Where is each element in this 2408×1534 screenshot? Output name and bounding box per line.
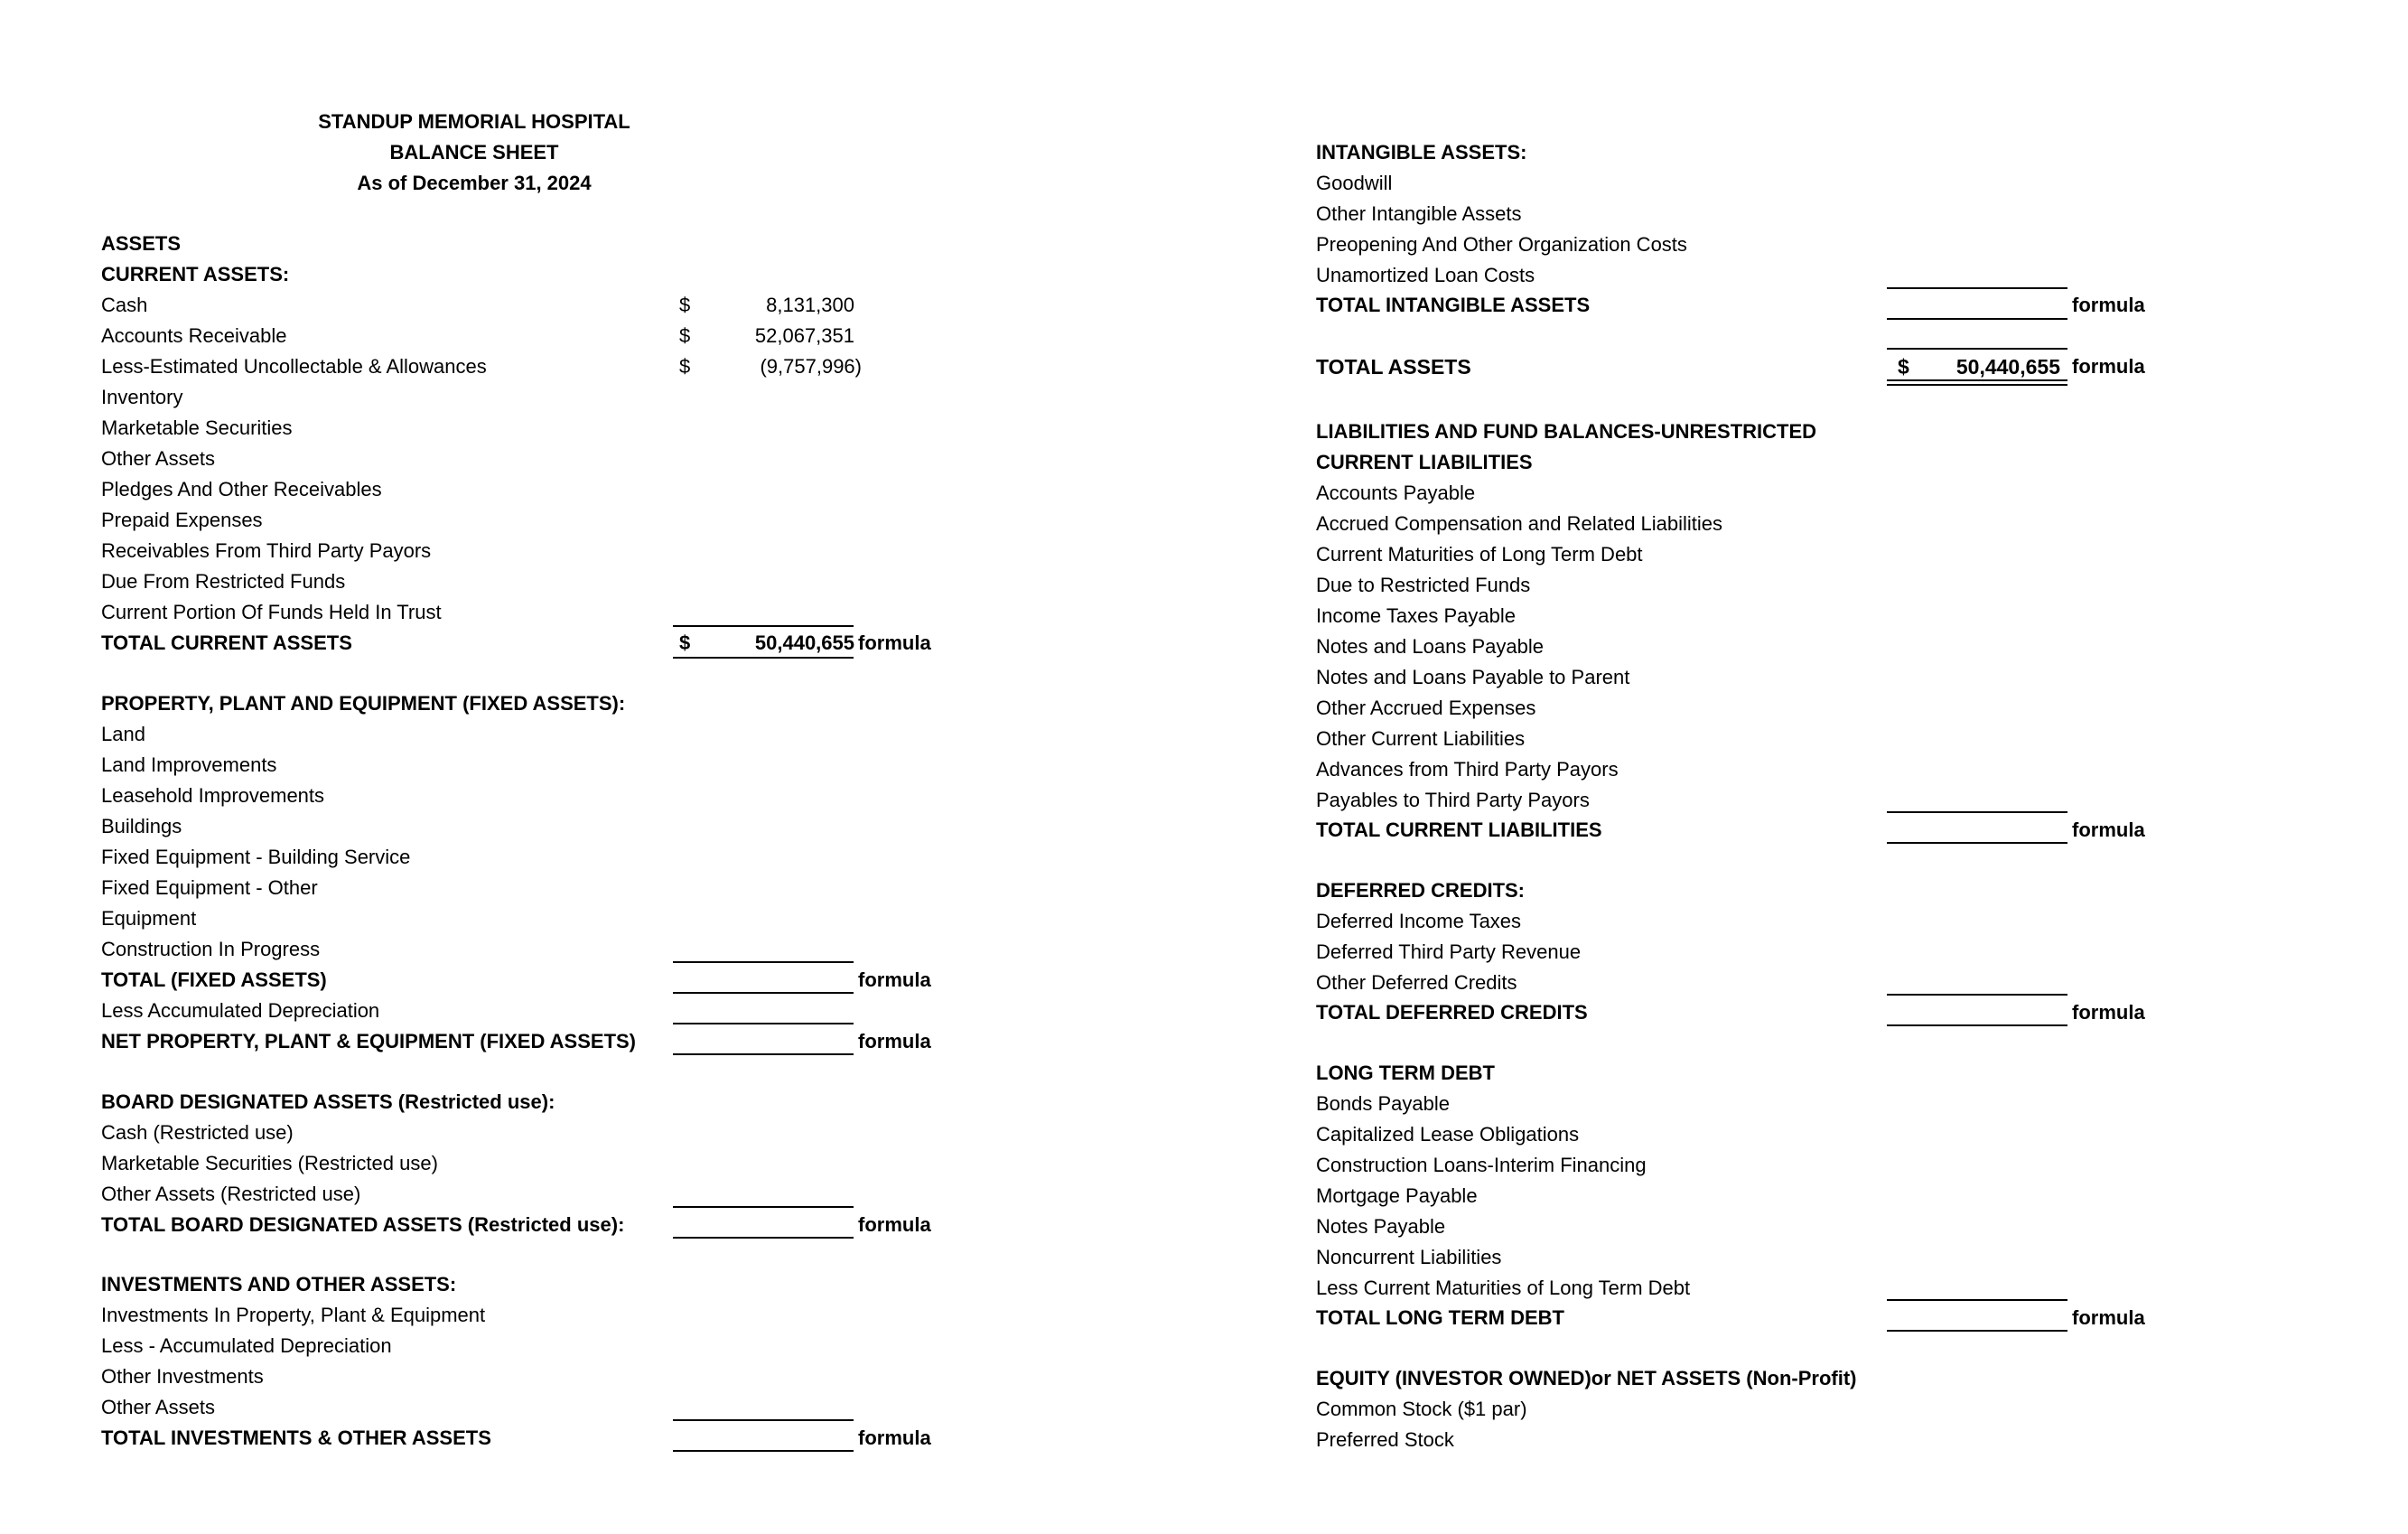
row-label: Cash — [101, 294, 148, 316]
list-item: Other Assets — [101, 447, 215, 470]
subtotal-rule — [673, 961, 854, 963]
list-item: Investments In Property, Plant & Equipment — [101, 1304, 486, 1326]
list-item: Deferred Third Party Revenue — [1316, 940, 1582, 963]
subtotal-rule — [1887, 811, 2067, 813]
current-assets-heading: CURRENT ASSETS: — [101, 263, 290, 285]
list-item: Prepaid Expenses — [101, 509, 263, 531]
row-label: TOTAL LONG TERM DEBT — [1316, 1306, 1564, 1329]
row-label: TOTAL CURRENT ASSETS — [101, 631, 352, 654]
row-label: TOTAL CURRENT LIABILITIES — [1316, 818, 1602, 841]
list-item: Advances from Third Party Payors — [1316, 758, 1619, 781]
row-amount: 50,440,655 — [754, 631, 854, 654]
total-investments-row — [101, 1423, 968, 1454]
list-item: Other Current Liabilities — [1316, 727, 1526, 750]
uncollectable-row — [101, 351, 860, 382]
row-label: NET PROPERTY, PLANT & EQUIPMENT (FIXED ASSETS) — [101, 1030, 637, 1052]
report-date: As of December 31, 2024 — [357, 172, 592, 194]
subtotal-rule — [673, 625, 854, 627]
subtotal-rule — [1887, 348, 2067, 350]
total-rule — [673, 1237, 854, 1239]
row-amount: 52,067,351 — [754, 324, 854, 347]
list-item: Goodwill — [1316, 172, 1393, 194]
formula-label: formula — [858, 631, 931, 654]
total-assets-row — [1316, 351, 2219, 382]
list-item: Due From Restricted Funds — [101, 570, 346, 593]
less-depreciation-row: Less Accumulated Depreciation — [101, 999, 380, 1022]
list-item: Notes and Loans Payable to Parent — [1316, 666, 1630, 688]
list-item: Receivables From Third Party Payors — [101, 539, 432, 562]
list-item: Unamortized Loan Costs — [1316, 264, 1535, 286]
row-amount: 50,440,655 — [1955, 355, 2060, 379]
list-item: Inventory — [101, 386, 183, 408]
total-current-liabilities-row — [1316, 815, 2219, 846]
list-item: Other Investments — [101, 1365, 264, 1388]
list-item: Notes and Loans Payable — [1316, 635, 1544, 658]
subtotal-rule — [673, 1206, 854, 1208]
formula-label: formula — [2072, 1306, 2145, 1329]
board-designated-heading: BOARD DESIGNATED ASSETS (Restricted use): — [101, 1090, 555, 1113]
total-rule — [1887, 1330, 2067, 1332]
list-item: Leasehold Improvements — [101, 784, 325, 807]
total-fixed-assets-row — [101, 965, 968, 996]
double-underline — [1887, 379, 2067, 386]
total-rule — [1887, 842, 2067, 844]
row-amount: 8,131,300 — [766, 294, 854, 316]
list-item: Other Intangible Assets — [1316, 202, 1522, 225]
total-rule — [1887, 1024, 2067, 1026]
total-long-term-debt-row — [1316, 1303, 2219, 1333]
list-item: Other Assets (Restricted use) — [101, 1183, 361, 1205]
list-item: Accounts Payable — [1316, 482, 1476, 504]
formula-label: formula — [2072, 818, 2145, 841]
current-liabilities-heading: CURRENT LIABILITIES — [1316, 451, 1533, 473]
list-item: Capitalized Lease Obligations — [1316, 1123, 1580, 1146]
row-label: Accounts Receivable — [101, 324, 287, 347]
list-item: Notes Payable — [1316, 1215, 1446, 1238]
list-item: Construction In Progress — [101, 938, 321, 960]
formula-label: formula — [2072, 1001, 2145, 1024]
list-item: Due to Restricted Funds — [1316, 574, 1531, 596]
currency-symbol: $ — [679, 355, 691, 378]
currency-symbol: $ — [1898, 355, 1909, 379]
list-item: Deferred Income Taxes — [1316, 910, 1522, 932]
currency-symbol: $ — [679, 324, 691, 347]
row-label: TOTAL (FIXED ASSETS) — [101, 968, 327, 991]
subtotal-rule — [673, 1023, 854, 1024]
hospital-name: STANDUP MEMORIAL HOSPITAL — [318, 110, 630, 133]
formula-label: formula — [2072, 294, 2145, 316]
list-item: Other Accrued Expenses — [1316, 697, 1536, 719]
subtotal-rule — [673, 1419, 854, 1421]
list-item: Mortgage Payable — [1316, 1184, 1478, 1207]
formula-label: formula — [858, 968, 931, 991]
deferred-credits-heading: DEFERRED CREDITS: — [1316, 879, 1526, 902]
list-item: Fixed Equipment - Building Service — [101, 846, 411, 868]
subtotal-rule — [1887, 287, 2067, 289]
list-item: Less Current Maturities of Long Term Debt — [1316, 1277, 1691, 1299]
list-item: Common Stock ($1 par) — [1316, 1398, 1527, 1420]
total-rule — [1887, 318, 2067, 320]
total-current-assets-row — [101, 628, 968, 659]
currency-symbol: $ — [679, 294, 691, 316]
row-label: TOTAL BOARD DESIGNATED ASSETS (Restricted use): — [101, 1213, 625, 1236]
list-item: Current Portion Of Funds Held In Trust — [101, 601, 442, 623]
list-item: Construction Loans-Interim Financing — [1316, 1154, 1647, 1176]
report-title: BALANCE SHEET — [389, 141, 559, 164]
subtotal-rule — [1887, 1299, 2067, 1301]
list-item: Preferred Stock — [1316, 1428, 1454, 1451]
list-item: Pledges And Other Receivables — [101, 478, 382, 500]
list-item: Other Assets — [101, 1396, 215, 1418]
liabilities-heading: LIABILITIES AND FUND BALANCES-UNRESTRICTED — [1316, 420, 1817, 443]
formula-label: formula — [858, 1213, 931, 1236]
subtotal-rule — [1887, 994, 2067, 996]
formula-label: formula — [858, 1426, 931, 1449]
total-rule — [673, 1450, 854, 1452]
row-label: TOTAL DEFERRED CREDITS — [1316, 1001, 1588, 1024]
list-item: Income Taxes Payable — [1316, 604, 1516, 627]
cash-row — [101, 290, 860, 321]
total-board-designated-row — [101, 1210, 968, 1240]
row-label: TOTAL INTANGIBLE ASSETS — [1316, 294, 1591, 316]
list-item: Payables to Third Party Payors — [1316, 789, 1590, 811]
list-item: Other Deferred Credits — [1316, 971, 1517, 994]
intangible-heading: INTANGIBLE ASSETS: — [1316, 141, 1527, 164]
equity-heading: EQUITY (INVESTOR OWNED)or NET ASSETS (Non-Profit) — [1316, 1367, 1857, 1389]
list-item: Bonds Payable — [1316, 1092, 1450, 1115]
list-item: Fixed Equipment - Other — [101, 876, 318, 899]
row-label: TOTAL INVESTMENTS & OTHER ASSETS — [101, 1426, 491, 1449]
total-rule — [673, 657, 854, 659]
list-item: Cash (Restricted use) — [101, 1121, 294, 1144]
ppe-heading: PROPERTY, PLANT AND EQUIPMENT (FIXED ASSETS): — [101, 692, 626, 715]
total-intangible-row — [1316, 290, 2219, 321]
list-item: Land Improvements — [101, 753, 277, 776]
long-term-debt-heading: LONG TERM DEBT — [1316, 1062, 1495, 1084]
list-item: Less - Accumulated Depreciation — [101, 1334, 392, 1357]
total-rule — [673, 1053, 854, 1055]
total-rule — [673, 992, 854, 994]
list-item: Accrued Compensation and Related Liabilities — [1316, 512, 1723, 535]
row-label: Less-Estimated Uncollectable & Allowances — [101, 355, 487, 378]
currency-symbol: $ — [679, 631, 691, 654]
list-item: Preopening And Other Organization Costs — [1316, 233, 1687, 256]
row-amount: (9,757,996) — [760, 355, 862, 378]
list-item: Marketable Securities — [101, 416, 293, 439]
list-item: Land — [101, 723, 145, 745]
list-item: Current Maturities of Long Term Debt — [1316, 543, 1643, 566]
list-item: Marketable Securities (Restricted use) — [101, 1152, 438, 1174]
investments-heading: INVESTMENTS AND OTHER ASSETS: — [101, 1273, 457, 1295]
assets-heading: ASSETS — [101, 232, 182, 255]
net-ppe-row — [101, 1026, 968, 1057]
row-label: TOTAL ASSETS — [1316, 355, 1471, 379]
list-item: Equipment — [101, 907, 197, 930]
accounts-receivable-row — [101, 321, 860, 351]
list-item: Buildings — [101, 815, 182, 837]
list-item: Noncurrent Liabilities — [1316, 1246, 1502, 1268]
formula-label: formula — [858, 1030, 931, 1052]
formula-label: formula — [2072, 355, 2145, 378]
total-deferred-credits-row — [1316, 997, 2219, 1028]
